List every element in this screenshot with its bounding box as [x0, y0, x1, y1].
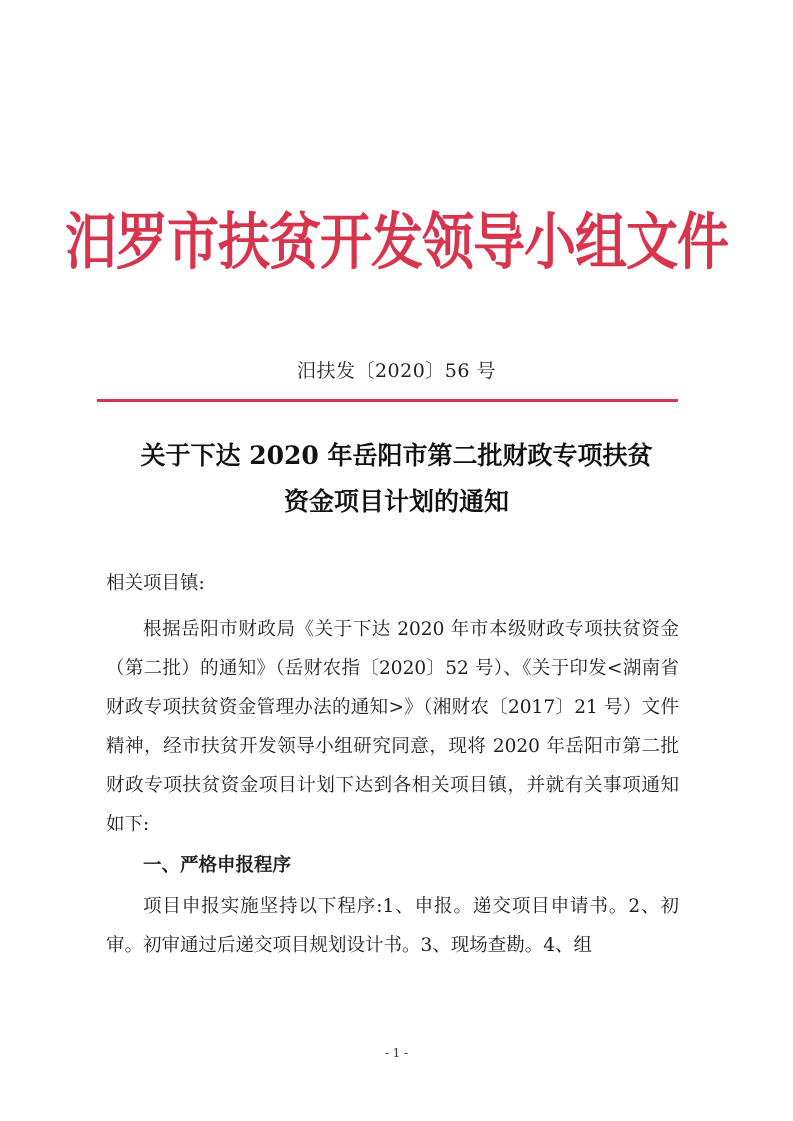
document-title	[0, 433, 793, 525]
document-body	[106, 566, 679, 965]
title-line-1: 关于下达 2020 年岳阳市第二批财政专项扶贫	[140, 441, 653, 470]
issuer-header-title: 汨罗市扶贫开发领导小组文件	[64, 207, 728, 279]
section-heading-1: 一、严格申报程序	[143, 855, 292, 876]
title-line-2: 资金项目计划的通知	[283, 487, 509, 516]
document-number: 汨扶发〔2020〕56 号	[296, 360, 497, 382]
red-divider-line	[97, 399, 678, 402]
page-number: - 1 -	[384, 1046, 409, 1060]
salutation: 相关项目镇:	[106, 573, 205, 594]
body-paragraph-2: 项目申报实施坚持以下程序:1、申报。递交项目申请书。2、初审。初审通过后递交项目规划设计书。3、现场查勘。4、组	[106, 896, 679, 956]
body-paragraph-1: 根据岳阳市财政局《关于下达 2020 年市本级财政专项扶贫资金（第二批）的通知》（岳财农指〔2020〕52 号）、《关于印发<湖南省财政专项扶贫资金管理办法的通知>》（湘财农〔2017〕21 号）文件精神，经市扶贫开发领导小组研究同意，现将 2020 年岳阳市第二批财政专项扶贫资金项目计划下达到各相关项目镇，并就有关事项通知如下:	[106, 619, 679, 835]
